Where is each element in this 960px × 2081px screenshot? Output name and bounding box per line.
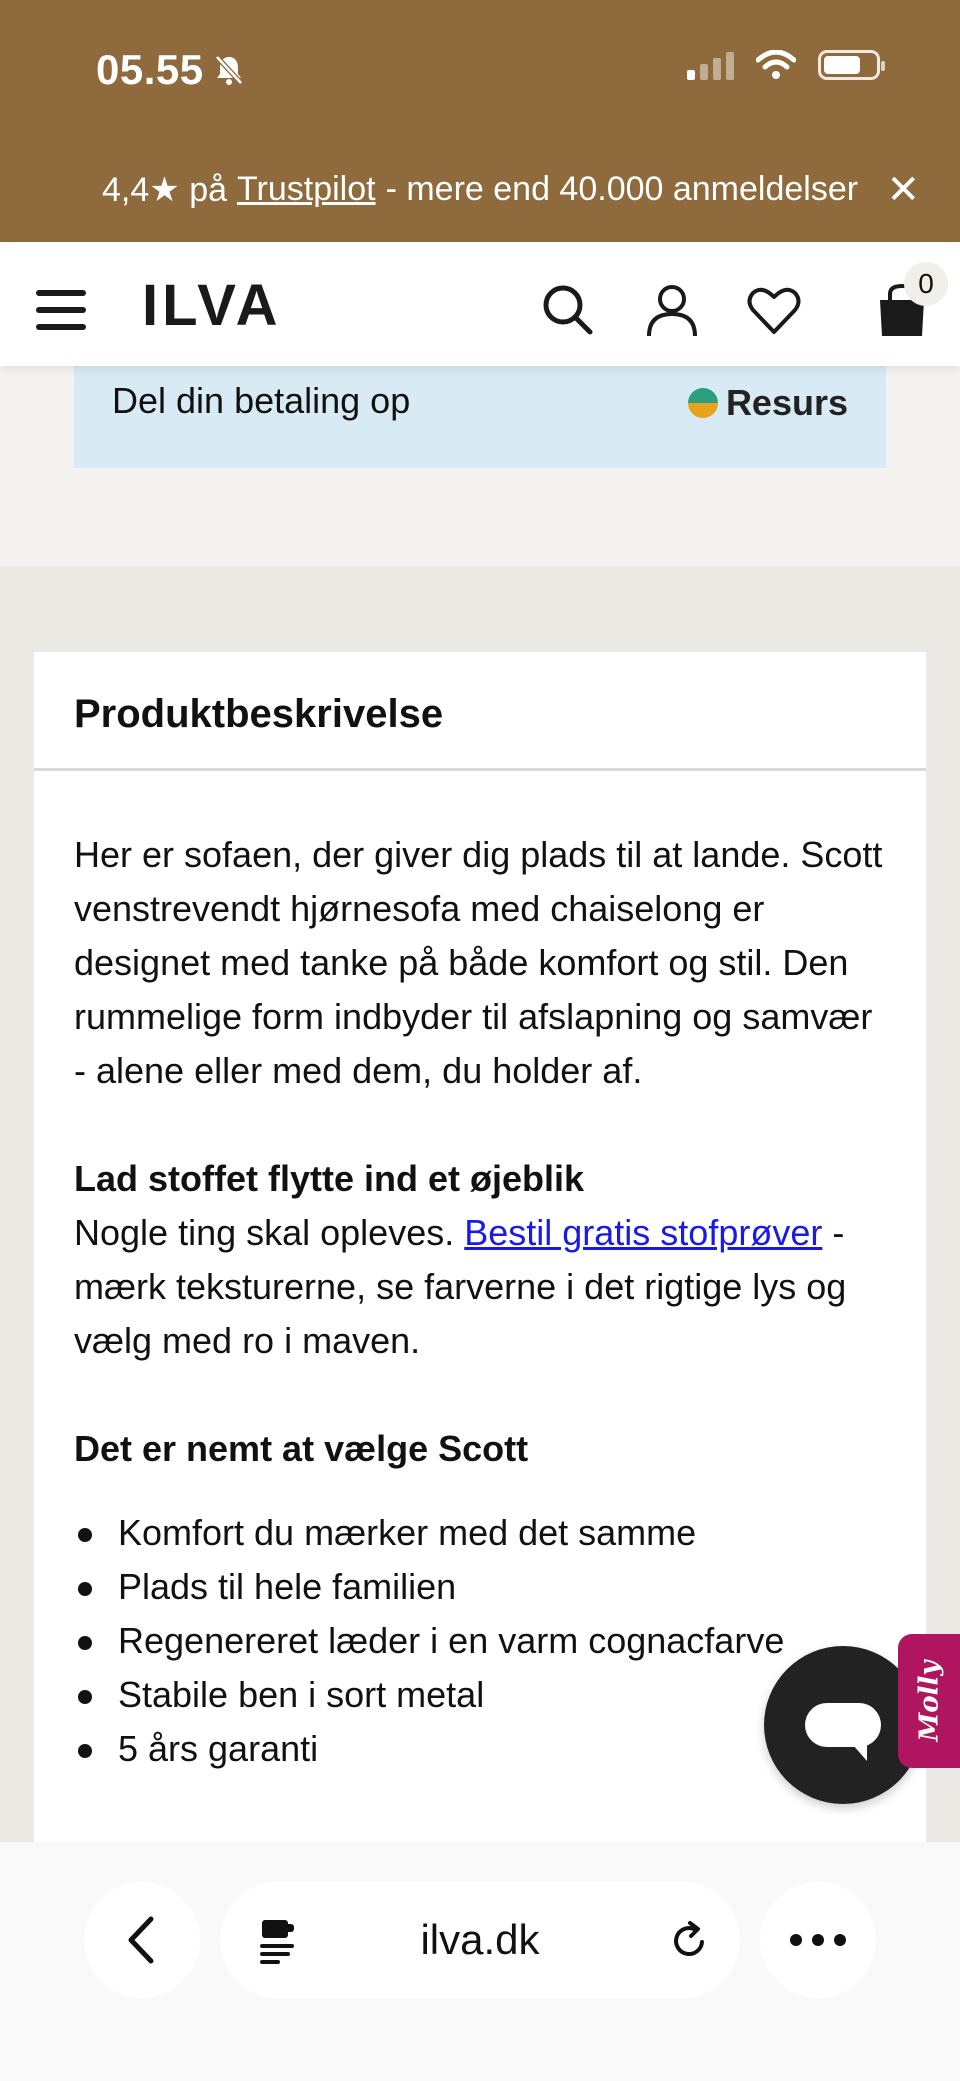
browser-toolbar: [0, 1842, 960, 2081]
payment-label: Del din betaling op: [112, 380, 411, 421]
more-icon: [790, 1934, 846, 1946]
battery-icon: [818, 50, 880, 80]
heart-icon[interactable]: [746, 282, 802, 338]
list-item: 5 års garanti: [74, 1722, 894, 1776]
page-icon: [258, 1918, 298, 1964]
user-icon[interactable]: [644, 282, 700, 338]
fabric-text-after: - mærk teksturerne, se farverne i det rigtige lys og vælg med ro i maven.: [74, 1212, 847, 1361]
trustpilot-link[interactable]: Trustpilot: [237, 170, 376, 208]
top-banner: [0, 0, 960, 242]
bell-slash-icon: [214, 54, 244, 86]
trust-suffix: - mere end 40.000 anmeldelser: [385, 170, 859, 208]
list-item: Plads til hele familien: [74, 1560, 894, 1614]
signal-icon: [687, 50, 734, 80]
choose-scott-heading: Det er nemt at vælge Scott: [74, 1428, 529, 1469]
chat-icon: [805, 1703, 881, 1747]
address-bar[interactable]: [220, 1882, 740, 1998]
list-item: Stabile ben i sort metal: [74, 1668, 894, 1722]
search-icon[interactable]: [540, 282, 596, 338]
fabric-section: [74, 1152, 894, 1368]
wifi-icon: [756, 50, 796, 80]
intro-paragraph: Her er sofaen, der giver dig plads til at lande. Scott venstrevendt hjørnesofa med chaiselong er designet med tanke på både komfort og stil. Den rummelige form indbyder til afslapning og samvær - alene eller med dem, du holder af.: [74, 834, 883, 1091]
fabric-samples-link[interactable]: Bestil gratis stofprøver: [464, 1212, 823, 1253]
site-header: [0, 242, 960, 366]
list-item: Komfort du mærker med det samme: [74, 1506, 894, 1560]
description-title[interactable]: Produktbeskrivelse: [74, 692, 444, 736]
more-button[interactable]: [760, 1882, 876, 1998]
back-icon: [125, 1915, 159, 1965]
close-icon[interactable]: ✕: [886, 168, 920, 212]
resurs-logo: Resurs: [686, 382, 848, 424]
reload-icon[interactable]: [668, 1920, 710, 1962]
list-item: Regenereret læder i en varm cognacfarve: [74, 1614, 894, 1668]
molly-tab[interactable]: [898, 1634, 960, 1768]
divider: [34, 768, 926, 771]
molly-label: Molly: [914, 1660, 945, 1742]
status-icons: [687, 50, 880, 80]
payment-section: [0, 366, 960, 566]
menu-icon[interactable]: [36, 290, 86, 330]
fabric-text-before: Nogle ting skal opleves.: [74, 1212, 455, 1253]
fabric-heading: Lad stoffet flytte ind et øjeblik: [74, 1158, 585, 1199]
ilva-logo[interactable]: ILVA: [142, 273, 282, 338]
trustpilot-banner: [102, 170, 858, 210]
resurs-mark-icon: [686, 386, 720, 420]
back-button[interactable]: [84, 1882, 200, 1998]
trust-rating: 4,4★ på: [102, 171, 228, 209]
status-time: 05.55: [96, 46, 244, 94]
cart-count-badge: 0: [904, 262, 948, 306]
payment-box[interactable]: [74, 366, 886, 468]
url-text[interactable]: ilva.dk: [420, 1916, 540, 1963]
